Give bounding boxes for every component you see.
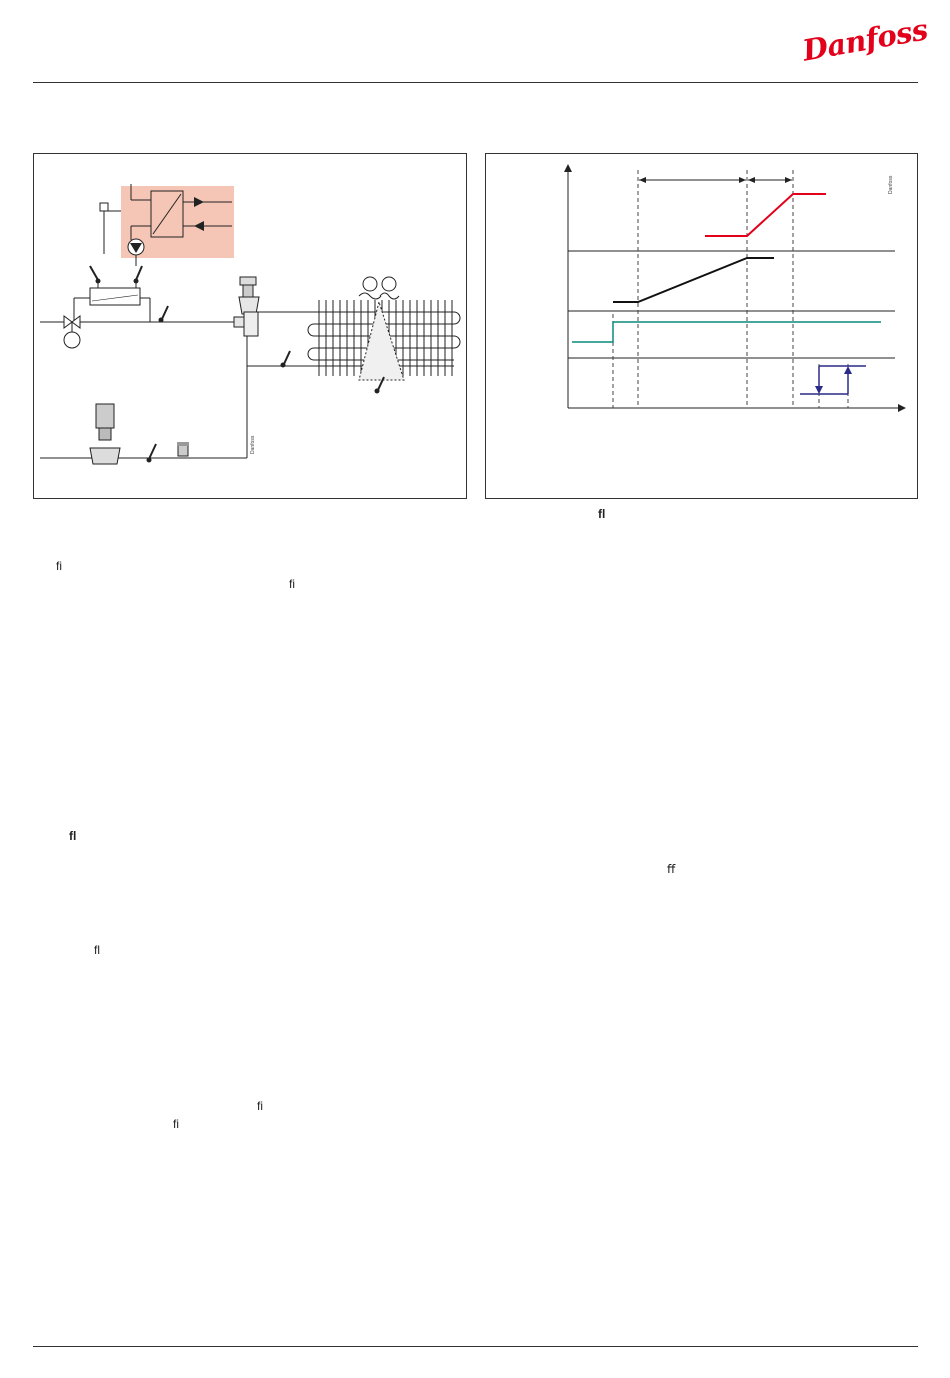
brand-logo bbox=[800, 12, 930, 68]
trace-blue bbox=[800, 366, 866, 394]
header-rule bbox=[33, 82, 918, 83]
time-markers bbox=[613, 170, 848, 408]
trace-green bbox=[572, 322, 881, 342]
body-glyph: ﬁ bbox=[289, 577, 295, 591]
schematic-watermark: Danfoss bbox=[250, 435, 256, 454]
schematic-figure bbox=[33, 153, 467, 499]
timing-figure bbox=[485, 153, 918, 499]
trace-red bbox=[705, 194, 826, 236]
schematic-svg bbox=[34, 154, 466, 498]
body-glyph: ﬁ bbox=[257, 1099, 263, 1113]
timing-svg bbox=[486, 154, 917, 498]
footer-rule bbox=[33, 1346, 918, 1347]
solenoid-valve bbox=[96, 404, 114, 428]
body-glyph: ﬂ bbox=[69, 829, 77, 843]
fan-icon bbox=[359, 277, 399, 299]
brand-logo-text: Danfoss bbox=[800, 12, 930, 68]
timing-watermark: Danfoss bbox=[888, 175, 894, 194]
body-glyph: ﬁ bbox=[56, 559, 62, 573]
body-glyph: ﬂ bbox=[94, 943, 100, 957]
body-glyph: ﬂ bbox=[598, 507, 606, 521]
body-glyph: ﬀ bbox=[667, 862, 676, 876]
trace-black bbox=[613, 258, 774, 302]
body-glyph: ﬁ bbox=[173, 1117, 179, 1131]
